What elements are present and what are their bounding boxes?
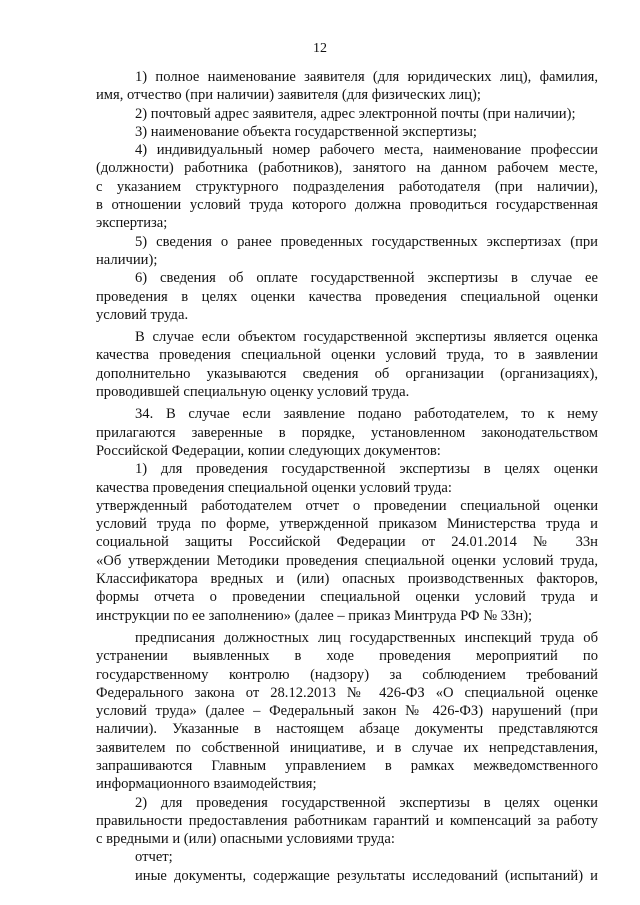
text-line: качества проведения специальной оценки условий труда, то в заявлении [96, 347, 598, 364]
text-line: экспертиза; [96, 215, 168, 232]
text-line: заявителем по собственной инициативе, и в случае их непредставления, [96, 739, 598, 756]
text-line: иные документы, содержащие результаты исследований (испытаний) и [135, 867, 598, 884]
text-line: Российской Федерации, копии следующих документов: [96, 442, 441, 459]
text-line: условий труда. [96, 306, 189, 323]
text-line: инструкции по ее заполнению» (далее – приказ Минтруда РФ № 33н); [96, 607, 533, 624]
text-line: формы отчета о проведении специальной оценки условий труда и [96, 589, 598, 606]
text-line: (должности) работника (работников), занятого на данном рабочем месте, [96, 160, 598, 177]
text-line: предписания должностных лиц государственных инспекций труда об [135, 629, 598, 646]
text-line: 4) индивидуальный номер рабочего места, наименование профессии [135, 142, 598, 159]
text-line: условий труда» (далее – Федеральный закон № 426-ФЗ) нарушений (при [96, 703, 598, 720]
text-line: 2) почтовый адрес заявителя, адрес электронной почты (при наличии); [135, 105, 576, 122]
text-line: «Об утверждении Методики проведения специальной оценки условий труда, [96, 552, 598, 569]
text-line: условий труда по форме, утвержденной приказом Министерства труда и [96, 516, 598, 533]
text-line: запрашиваются Главным управлением в рамках межведомственного [96, 757, 598, 774]
text-line: государственному контролю (надзору) за соблюдением требований [96, 666, 598, 683]
text-line: наличии). Указанные в настоящем абзаце документы представляются [96, 721, 598, 738]
text-line: качества проведения специальной оценки условий труда: [96, 479, 452, 496]
text-line: проведения в целях оценки качества проведения специальной оценки [96, 288, 598, 305]
text-line: с вредными и (или) опасными условиями труда: [96, 831, 395, 848]
document-body [96, 68, 598, 885]
text-line: 5) сведения о ранее проведенных государственных экспертизах (при [135, 233, 598, 250]
text-line: 1) полное наименование заявителя (для юридических лиц), фамилия, [135, 69, 598, 85]
text-line: 6) сведения об оплате государственной экспертизы в случае ее [135, 270, 598, 287]
text-line: информационного взаимодействия; [96, 776, 317, 793]
text-line: 2) для проведения государственной экспертизы в целях оценки [135, 794, 598, 811]
text-line: правильности предоставления работникам гарантий и компенсаций за работу [96, 812, 598, 829]
text-line: прилагаются заверенные в порядке, установленном законодательством [96, 424, 598, 441]
text-line: Федерального закона от 28.12.2013 № 426-ФЗ «О специальной оценке [96, 684, 598, 701]
text-line: проводившей специальную оценку условий труда. [96, 384, 410, 401]
text-line: 34. В случае если заявление подано работодателем, то к нему [135, 406, 598, 423]
text-line: Классификатора вредных и (или) опасных производственных факторов, [96, 571, 598, 588]
text-line: 1) для проведения государственной экспертизы в целях оценки [135, 461, 598, 478]
text-line: наличии); [96, 251, 158, 268]
text-line: с указанием структурного подразделения работодателя (при наличии), [96, 178, 598, 195]
text-line: дополнительно указываются сведения об организации (организациях), [96, 365, 598, 382]
text-line: социальной защиты Российской Федерации от 24.01.2014 № 33н [96, 534, 598, 551]
text-line: 3) наименование объекта государственной экспертизы; [135, 123, 477, 140]
page-number: 12 [313, 41, 327, 56]
text-line: устранении выявленных в ходе проведения мероприятий по [96, 648, 598, 665]
text-line: в отношении условий труда которого должна проводиться государственная [96, 197, 598, 214]
text-line: отчет; [135, 849, 173, 866]
text-line: утвержденный работодателем отчет о проведении специальной оценки [96, 497, 598, 514]
text-line: В случае если объектом государственной экспертизы является оценка [135, 329, 598, 346]
text-line: имя, отчество (при наличии) заявителя (для физических лиц); [96, 87, 481, 104]
